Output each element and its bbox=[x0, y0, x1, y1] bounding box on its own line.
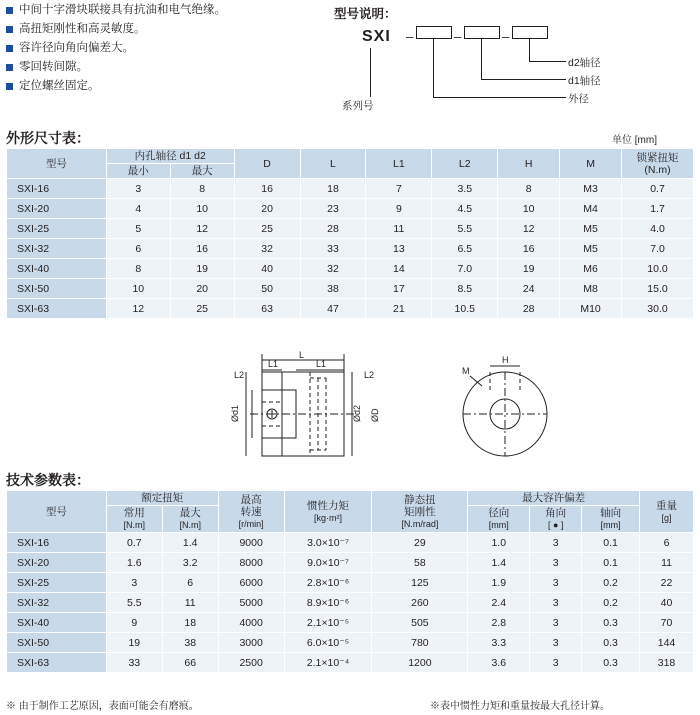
code-dash: – bbox=[454, 29, 462, 44]
cell-M: M6 bbox=[560, 259, 622, 279]
cell-H: 28 bbox=[498, 299, 560, 319]
list-item bbox=[6, 4, 316, 17]
drawing-svg bbox=[0, 330, 700, 480]
col-header-L2: L2 bbox=[432, 149, 498, 179]
cell-bore-min: 12 bbox=[106, 299, 170, 319]
page-title-tech: 技术参数表： bbox=[6, 472, 90, 488]
cell-stiffness: 1200 bbox=[372, 653, 468, 673]
cell-L1: 11 bbox=[366, 219, 432, 239]
square-bullet-icon bbox=[6, 64, 13, 71]
cell-torque: 4.0 bbox=[622, 219, 694, 239]
cell-dev-angular: 3 bbox=[530, 573, 582, 593]
axial-line1: 轴向 bbox=[600, 507, 622, 519]
cell-rated-normal: 0.7 bbox=[106, 533, 162, 553]
cell-L2: 8.5 bbox=[432, 279, 498, 299]
cell-D: 16 bbox=[234, 179, 300, 199]
square-bullet-icon bbox=[6, 45, 13, 52]
cell-H: 10 bbox=[498, 199, 560, 219]
cell-bore-max: 19 bbox=[170, 259, 234, 279]
leader-line-series bbox=[370, 48, 371, 97]
max-line1: 最大 bbox=[179, 507, 201, 519]
table-row bbox=[7, 593, 694, 613]
cell-L2: 6.5 bbox=[432, 239, 498, 259]
cell-bore-max: 8 bbox=[170, 179, 234, 199]
square-bullet-icon bbox=[6, 26, 13, 33]
dim-label-L1: L1 bbox=[316, 359, 327, 369]
speed-line3: [r/min] bbox=[238, 518, 264, 529]
col-header-dev-angular bbox=[530, 506, 582, 533]
cell-speed: 3000 bbox=[218, 633, 284, 653]
cell-weight: 40 bbox=[640, 593, 694, 613]
cell-model: SXI-20 bbox=[7, 553, 107, 573]
cell-model: SXI-40 bbox=[7, 259, 107, 279]
cell-L: 32 bbox=[300, 259, 366, 279]
list-item bbox=[6, 80, 316, 93]
col-header-bore-max: 最大 bbox=[170, 164, 234, 179]
cell-rated-max: 66 bbox=[162, 653, 218, 673]
code-box-d2 bbox=[512, 26, 548, 39]
col-header-torque-line2: (N.m) bbox=[644, 163, 671, 176]
radial-line1: 径向 bbox=[488, 507, 510, 519]
axial-line2: [mm] bbox=[600, 520, 621, 530]
cell-model: SXI-20 bbox=[7, 199, 107, 219]
col-header-bore: 内孔轴径 d1 d2 bbox=[106, 149, 234, 164]
cell-speed: 5000 bbox=[218, 593, 284, 613]
normal-line1: 常用 bbox=[123, 507, 145, 519]
cell-bore-min: 5 bbox=[106, 219, 170, 239]
cell-H: 19 bbox=[498, 259, 560, 279]
cell-speed: 8000 bbox=[218, 553, 284, 573]
cell-model: SXI-50 bbox=[7, 279, 107, 299]
angle-line1: 角向 bbox=[545, 507, 567, 519]
cell-D: 32 bbox=[234, 239, 300, 259]
footnote-left: ※ 由于制作工艺原因，表面可能会有磨痕。 bbox=[6, 701, 199, 712]
cell-L2: 10.5 bbox=[432, 299, 498, 319]
col-header-torque bbox=[622, 149, 694, 179]
cell-bore-min: 4 bbox=[106, 199, 170, 219]
cell-torque: 0.7 bbox=[622, 179, 694, 199]
table-row bbox=[7, 573, 694, 593]
cell-stiffness: 29 bbox=[372, 533, 468, 553]
cell-model: SXI-63 bbox=[7, 299, 107, 319]
model-series-code: SXI bbox=[362, 28, 391, 45]
dim-label-L2: L2 bbox=[234, 370, 245, 380]
col-header-static-stiffness bbox=[372, 491, 468, 533]
cell-L2: 4.5 bbox=[432, 199, 498, 219]
cell-rated-normal: 33 bbox=[106, 653, 162, 673]
cell-rated-normal: 19 bbox=[106, 633, 162, 653]
col-header-M: M bbox=[560, 149, 622, 179]
leader-label-series: 系列号 bbox=[342, 100, 374, 112]
table-row bbox=[7, 553, 694, 573]
tech-parameter-table bbox=[6, 490, 694, 673]
code-box-d1 bbox=[464, 26, 500, 39]
feature-list bbox=[6, 4, 316, 99]
cell-bore-max: 12 bbox=[170, 219, 234, 239]
cell-dev-angular: 3 bbox=[530, 613, 582, 633]
cell-inertia: 6.0×10⁻⁵ bbox=[284, 633, 372, 653]
list-item bbox=[6, 42, 316, 55]
dim-label-M: M bbox=[462, 366, 470, 376]
cell-dev-radial: 2.4 bbox=[468, 593, 530, 613]
cell-rated-max: 11 bbox=[162, 593, 218, 613]
cell-L: 18 bbox=[300, 179, 366, 199]
list-item bbox=[6, 23, 316, 36]
cell-rated-max: 3.2 bbox=[162, 553, 218, 573]
leader-line-outer bbox=[433, 97, 566, 98]
cell-inertia: 9.0×10⁻⁷ bbox=[284, 553, 372, 573]
cell-dev-radial: 3.6 bbox=[468, 653, 530, 673]
cell-L: 47 bbox=[300, 299, 366, 319]
cell-dev-angular: 3 bbox=[530, 633, 582, 653]
radial-line2: [mm] bbox=[488, 520, 509, 530]
leader-label-outer: 外径 bbox=[568, 93, 589, 105]
cell-rated-max: 6 bbox=[162, 573, 218, 593]
dim-label-L: L bbox=[299, 350, 305, 360]
table-row bbox=[7, 219, 694, 239]
cell-dev-axial: 0.2 bbox=[582, 573, 640, 593]
code-dash: – bbox=[406, 29, 414, 44]
cell-stiffness: 505 bbox=[372, 613, 468, 633]
cell-rated-normal: 1.6 bbox=[106, 553, 162, 573]
cell-bore-min: 3 bbox=[106, 179, 170, 199]
cell-D: 50 bbox=[234, 279, 300, 299]
cell-dev-axial: 0.1 bbox=[582, 533, 640, 553]
cell-L: 33 bbox=[300, 239, 366, 259]
dim-label-D: ØD bbox=[370, 408, 380, 422]
normal-line2: [N.m] bbox=[123, 520, 146, 530]
cell-dev-angular: 3 bbox=[530, 593, 582, 613]
table-row bbox=[7, 259, 694, 279]
leader-line-d1 bbox=[481, 79, 566, 80]
leader-line-d1 bbox=[481, 39, 482, 79]
model-code-explanation bbox=[330, 4, 700, 124]
list-item-label: 定位螺丝固定。 bbox=[19, 80, 100, 92]
table-row bbox=[7, 239, 694, 259]
cell-L1: 13 bbox=[366, 239, 432, 259]
leader-line-d2 bbox=[529, 61, 566, 62]
list-item-label: 高扭矩刚性和高灵敏度。 bbox=[19, 23, 146, 35]
dim-label-d1: Ød1 bbox=[230, 404, 240, 422]
table-row bbox=[7, 279, 694, 299]
leader-line-outer bbox=[433, 39, 434, 97]
weight-line2: [g] bbox=[661, 512, 672, 523]
cell-M: M10 bbox=[560, 299, 622, 319]
cell-rated-normal: 9 bbox=[106, 613, 162, 633]
footnote-right: ※表中惯性力矩和重量按最大孔径计算。 bbox=[430, 701, 610, 712]
cell-H: 24 bbox=[498, 279, 560, 299]
cell-stiffness: 780 bbox=[372, 633, 468, 653]
square-bullet-icon bbox=[6, 7, 13, 14]
cell-stiffness: 58 bbox=[372, 553, 468, 573]
inertia-line2: [kg·m²] bbox=[314, 512, 343, 523]
stiff-line2: 矩刚性 bbox=[404, 505, 436, 518]
cell-D: 40 bbox=[234, 259, 300, 279]
cell-L: 38 bbox=[300, 279, 366, 299]
cell-M: M4 bbox=[560, 199, 622, 219]
cell-D: 25 bbox=[234, 219, 300, 239]
cell-torque: 15.0 bbox=[622, 279, 694, 299]
product-drawing bbox=[0, 330, 700, 480]
list-item bbox=[6, 61, 316, 74]
unit-label: 单位 [mm] bbox=[612, 135, 657, 146]
col-header-dev-axial bbox=[582, 506, 640, 533]
col-header-bore-min: 最小 bbox=[106, 164, 170, 179]
cell-model: SXI-50 bbox=[7, 633, 107, 653]
cell-model: SXI-40 bbox=[7, 613, 107, 633]
cell-dev-angular: 3 bbox=[530, 533, 582, 553]
dim-label-L2: L2 bbox=[364, 370, 375, 380]
speed-line1: 最高 bbox=[240, 493, 262, 506]
cell-model: SXI-32 bbox=[7, 239, 107, 259]
cell-dev-radial: 1.4 bbox=[468, 553, 530, 573]
table-row bbox=[7, 613, 694, 633]
cell-H: 12 bbox=[498, 219, 560, 239]
cell-dev-radial: 2.8 bbox=[468, 613, 530, 633]
list-item-label: 零回转间隙。 bbox=[19, 61, 88, 73]
cell-M: M8 bbox=[560, 279, 622, 299]
col-header-max-deviation: 最大容许偏差 bbox=[468, 491, 640, 506]
cell-speed: 9000 bbox=[218, 533, 284, 553]
cell-weight: 11 bbox=[640, 553, 694, 573]
cell-L1: 14 bbox=[366, 259, 432, 279]
col-header-H: H bbox=[498, 149, 560, 179]
cell-model: SXI-16 bbox=[7, 179, 107, 199]
cell-dev-axial: 0.3 bbox=[582, 613, 640, 633]
table-header-row bbox=[7, 491, 694, 506]
inertia-line1: 惯性力矩 bbox=[307, 499, 350, 512]
max-line2: [N.m] bbox=[179, 520, 201, 530]
cell-bore-max: 20 bbox=[170, 279, 234, 299]
cell-inertia: 3.0×10⁻⁷ bbox=[284, 533, 372, 553]
cell-M: M5 bbox=[560, 239, 622, 259]
stiff-line3: [N.m/rad] bbox=[401, 518, 439, 529]
cell-D: 20 bbox=[234, 199, 300, 219]
cell-weight: 318 bbox=[640, 653, 694, 673]
table-row bbox=[7, 533, 694, 553]
cell-L: 28 bbox=[300, 219, 366, 239]
table-row bbox=[7, 299, 694, 319]
square-bullet-icon bbox=[6, 83, 13, 90]
cell-H: 16 bbox=[498, 239, 560, 259]
cell-stiffness: 125 bbox=[372, 573, 468, 593]
col-header-model: 型号 bbox=[7, 491, 107, 533]
cell-bore-max: 16 bbox=[170, 239, 234, 259]
dim-label-d2: Ød2 bbox=[352, 404, 362, 422]
col-header-rated-max bbox=[162, 506, 218, 533]
cell-dev-angular: 3 bbox=[530, 653, 582, 673]
cell-model: SXI-25 bbox=[7, 219, 107, 239]
cell-weight: 6 bbox=[640, 533, 694, 553]
cell-dev-radial: 1.9 bbox=[468, 573, 530, 593]
dimension-table bbox=[6, 148, 694, 319]
cell-L1: 21 bbox=[366, 299, 432, 319]
col-header-L: L bbox=[300, 149, 366, 179]
cell-M: M5 bbox=[560, 219, 622, 239]
cell-dev-radial: 1.0 bbox=[468, 533, 530, 553]
leader-line-d2 bbox=[529, 39, 530, 61]
cell-rated-max: 1.4 bbox=[162, 533, 218, 553]
col-header-weight bbox=[640, 491, 694, 533]
col-header-L1: L1 bbox=[366, 149, 432, 179]
col-header-dev-radial bbox=[468, 506, 530, 533]
list-item-label: 中间十字滑块联接具有抗油和电气绝缘。 bbox=[19, 4, 226, 16]
cell-rated-normal: 3 bbox=[106, 573, 162, 593]
cell-inertia: 2.1×10⁻⁴ bbox=[284, 653, 372, 673]
code-dash: – bbox=[502, 29, 510, 44]
cell-model: SXI-16 bbox=[7, 533, 107, 553]
col-header-model: 型号 bbox=[7, 149, 107, 179]
dim-label-L1: L1 bbox=[268, 359, 279, 369]
cell-bore-min: 10 bbox=[106, 279, 170, 299]
col-header-rated-torque: 额定扭矩 bbox=[106, 491, 218, 506]
cell-rated-normal: 5.5 bbox=[106, 593, 162, 613]
cell-torque: 7.0 bbox=[622, 239, 694, 259]
cell-weight: 70 bbox=[640, 613, 694, 633]
leader-label-d2: d2轴径 bbox=[568, 57, 601, 69]
cell-M: M3 bbox=[560, 179, 622, 199]
cell-stiffness: 260 bbox=[372, 593, 468, 613]
cell-torque: 10.0 bbox=[622, 259, 694, 279]
cell-torque: 30.0 bbox=[622, 299, 694, 319]
table-row bbox=[7, 199, 694, 219]
col-header-inertia bbox=[284, 491, 372, 533]
leader-label-d1: d1轴径 bbox=[568, 75, 601, 87]
col-header-rated-normal bbox=[106, 506, 162, 533]
cell-weight: 22 bbox=[640, 573, 694, 593]
cell-L: 23 bbox=[300, 199, 366, 219]
table-row bbox=[7, 179, 694, 199]
cell-dev-axial: 0.3 bbox=[582, 633, 640, 653]
cell-bore-min: 8 bbox=[106, 259, 170, 279]
cell-dev-angular: 3 bbox=[530, 553, 582, 573]
cell-weight: 144 bbox=[640, 633, 694, 653]
table-row bbox=[7, 653, 694, 673]
cell-speed: 2500 bbox=[218, 653, 284, 673]
angle-line2: [ ● ] bbox=[547, 520, 564, 530]
col-header-torque-line1: 锁紧扭矩 bbox=[636, 151, 679, 164]
table-row bbox=[7, 633, 694, 653]
cell-speed: 6000 bbox=[218, 573, 284, 593]
cell-L2: 3.5 bbox=[432, 179, 498, 199]
cell-H: 8 bbox=[498, 179, 560, 199]
cell-D: 63 bbox=[234, 299, 300, 319]
model-code-title: 型号说明： bbox=[334, 7, 397, 21]
col-header-max-speed bbox=[218, 491, 284, 533]
stiff-line1: 静态扭 bbox=[404, 493, 436, 506]
cell-model: SXI-63 bbox=[7, 653, 107, 673]
cell-dev-axial: 0.2 bbox=[582, 593, 640, 613]
code-box-outer bbox=[416, 26, 452, 39]
col-header-D: D bbox=[234, 149, 300, 179]
dim-label-H: H bbox=[502, 355, 509, 365]
cell-inertia: 8.9×10⁻⁶ bbox=[284, 593, 372, 613]
cell-model: SXI-25 bbox=[7, 573, 107, 593]
cell-L2: 7.0 bbox=[432, 259, 498, 279]
cell-dev-axial: 0.1 bbox=[582, 553, 640, 573]
table-header-row bbox=[7, 149, 694, 164]
list-item-label: 容许径向角向偏差大。 bbox=[19, 42, 134, 54]
cell-dev-axial: 0.3 bbox=[582, 653, 640, 673]
cell-L1: 9 bbox=[366, 199, 432, 219]
cell-inertia: 2.1×10⁻⁵ bbox=[284, 613, 372, 633]
cell-speed: 4000 bbox=[218, 613, 284, 633]
cell-model: SXI-32 bbox=[7, 593, 107, 613]
page-title-dimensions: 外形尺寸表： bbox=[6, 130, 90, 146]
cell-torque: 1.7 bbox=[622, 199, 694, 219]
speed-line2: 转速 bbox=[240, 505, 262, 518]
cell-L1: 7 bbox=[366, 179, 432, 199]
cell-L2: 5.5 bbox=[432, 219, 498, 239]
weight-line1: 重量 bbox=[656, 499, 678, 512]
cell-bore-max: 25 bbox=[170, 299, 234, 319]
cell-rated-max: 38 bbox=[162, 633, 218, 653]
cell-rated-max: 18 bbox=[162, 613, 218, 633]
cell-inertia: 2.8×10⁻⁶ bbox=[284, 573, 372, 593]
cell-bore-min: 6 bbox=[106, 239, 170, 259]
cell-bore-max: 10 bbox=[170, 199, 234, 219]
cell-dev-radial: 3.3 bbox=[468, 633, 530, 653]
cell-L1: 17 bbox=[366, 279, 432, 299]
